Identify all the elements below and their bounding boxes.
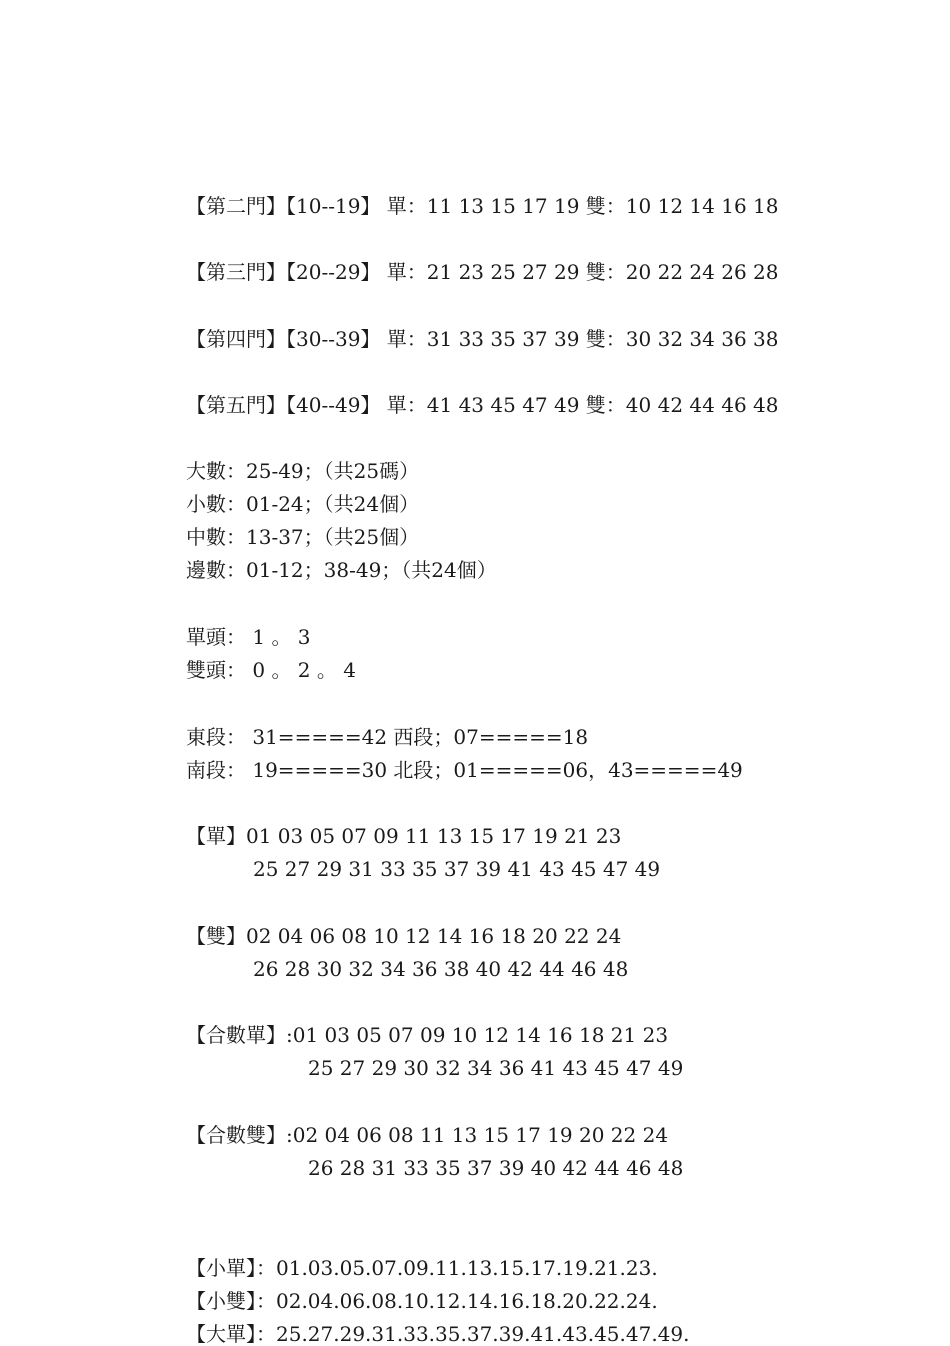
sum-odd-line-1: 【合數單】:01 03 05 07 09 10 12 14 16 18 21 23 (186, 1023, 669, 1047)
small-numbers-line: 小數：01-24；（共24個） (186, 492, 420, 516)
south-north-segment-line: 南段： 19=====30 北段；01=====06，43=====49 (186, 758, 743, 782)
even-list-line-2: 26 28 30 32 34 36 38 40 42 44 46 48 (253, 957, 629, 981)
door-4-line: 【第四門】【30--39】 單：31 33 35 37 39 雙：30 32 34 36 38 (186, 327, 779, 351)
big-numbers-line: 大數：25-49；（共25碼） (186, 459, 420, 483)
door-3-line: 【第三門】【20--29】 單：21 23 25 27 29 雙：20 22 24 26 28 (186, 260, 779, 284)
even-list-line-1: 【雙】02 04 06 08 10 12 14 16 18 20 22 24 (186, 924, 622, 948)
odd-head-line: 單頭： 1 。 3 (186, 625, 311, 649)
big-odd-line: 【大單】：25.27.29.31.33.35.37.39.41.43.45.47.49. (186, 1322, 690, 1346)
sum-even-line-2: 26 28 31 33 35 37 39 40 42 44 46 48 (308, 1156, 684, 1180)
east-west-segment-line: 東段： 31=====42 西段；07=====18 (186, 725, 589, 749)
odd-list-line-1: 【單】01 03 05 07 09 11 13 15 17 19 21 23 (186, 824, 622, 848)
door-2-line: 【第二門】【10--19】 單：11 13 15 17 19 雙：10 12 14 16 18 (186, 194, 779, 218)
sum-odd-line-2: 25 27 29 30 32 34 36 41 43 45 47 49 (308, 1056, 684, 1080)
middle-numbers-line: 中數：13-37；（共25個） (186, 525, 420, 549)
small-odd-line: 【小單】：01.03.05.07.09.11.13.15.17.19.21.23. (186, 1256, 658, 1280)
odd-list-line-2: 25 27 29 31 33 35 37 39 41 43 45 47 49 (253, 857, 661, 881)
edge-numbers-line: 邊數：01-12；38-49；（共24個） (186, 558, 497, 582)
door-5-line: 【第五門】【40--49】 單：41 43 45 47 49 雙：40 42 44 46 48 (186, 393, 779, 417)
small-even-line: 【小雙】：02.04.06.08.10.12.14.16.18.20.22.24. (186, 1289, 658, 1313)
sum-even-line-1: 【合數雙】:02 04 06 08 11 13 15 17 19 20 22 24 (186, 1123, 669, 1147)
even-head-line: 雙頭： 0 。 2 。 4 (186, 658, 356, 682)
